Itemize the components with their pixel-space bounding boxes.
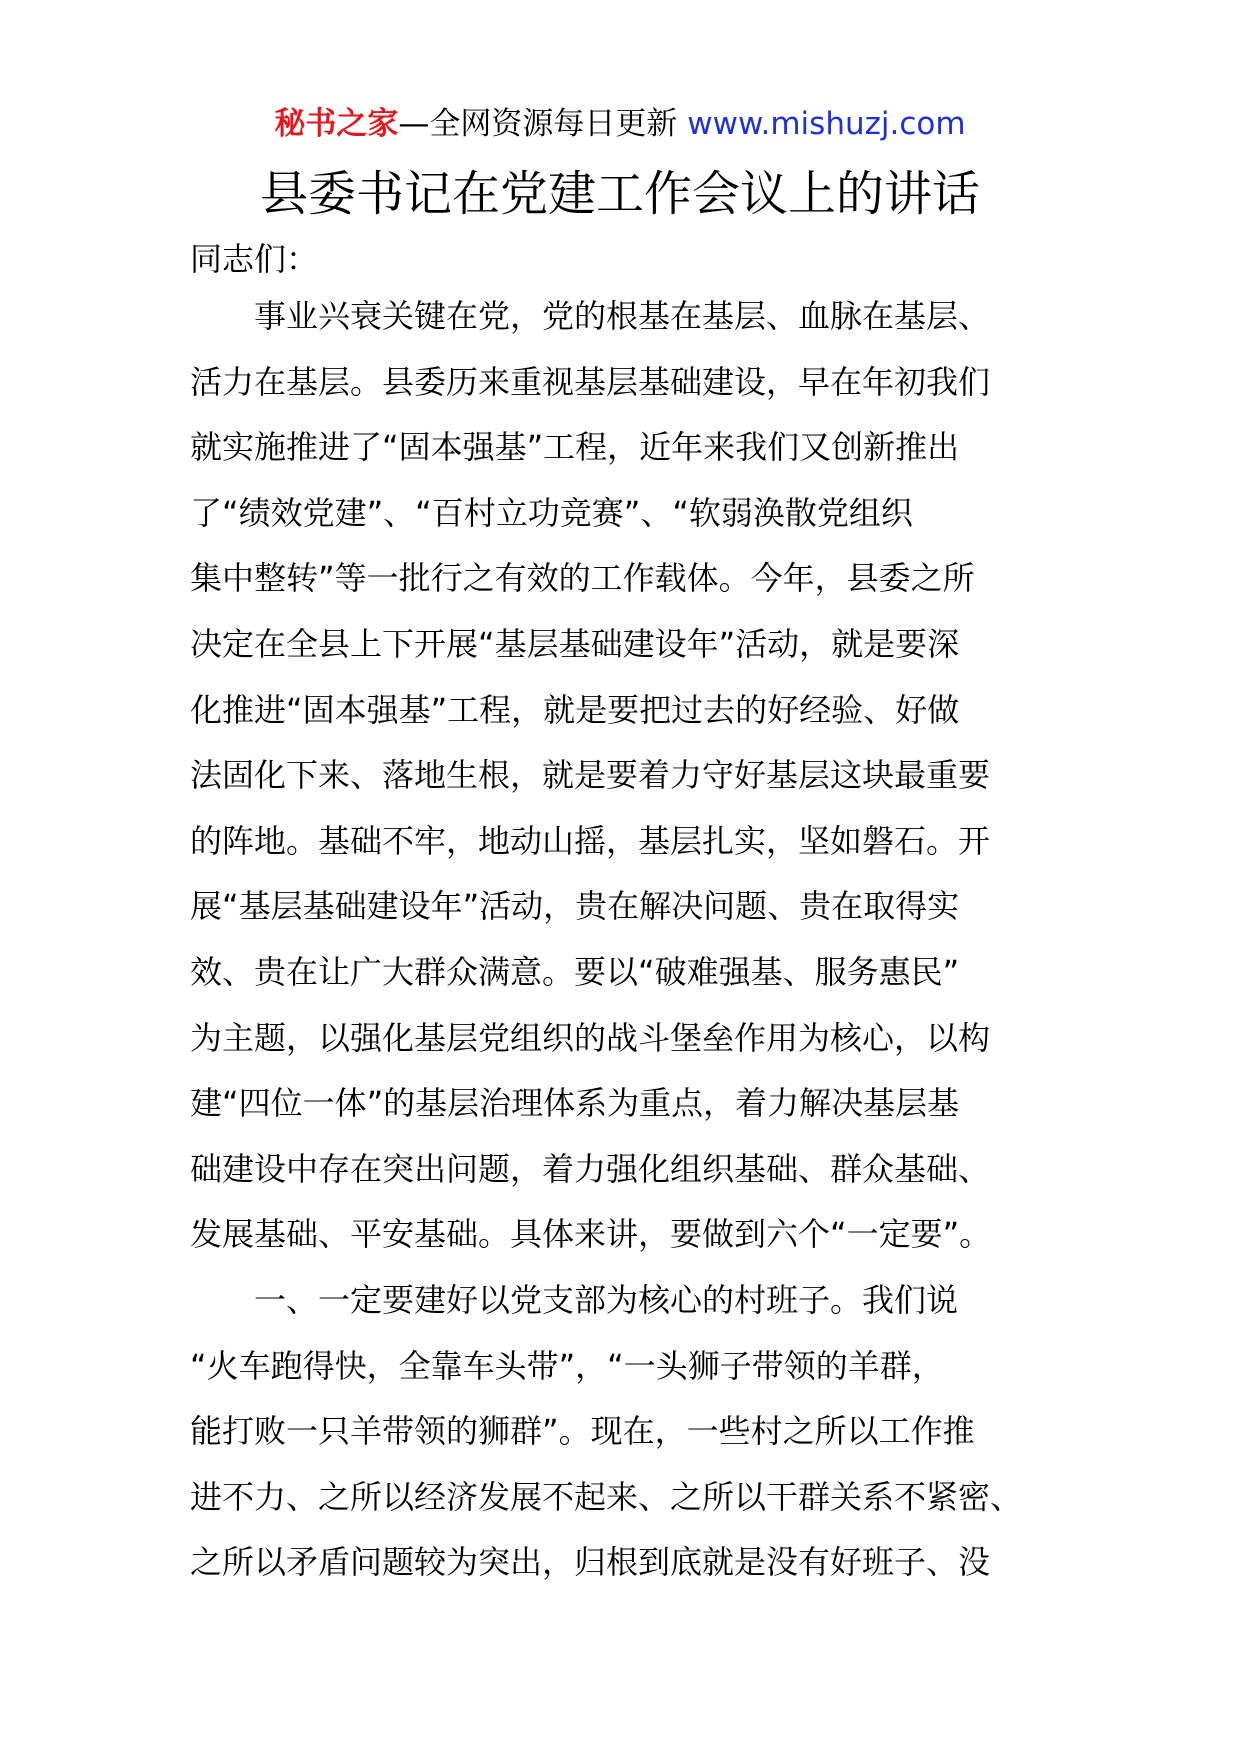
text-line: 事业兴衰关键在党，党的根基在基层、血脉在基层、 [254, 297, 991, 335]
text-line: “火车跑得快，全靠车头带”，“一头狮子带领的羊群， [190, 1346, 944, 1385]
document-title: 县委书记在党建工作会议上的讲话 [259, 166, 980, 222]
text-line: 就实施推进了“固本强基”工程，近年来我们又创新推出 [190, 428, 960, 467]
text-line: 进不力、之所以经济发展不起来、之所以干群关系不紧密、 [190, 1477, 1023, 1516]
text-line: 活力在基层。县委历来重视基层基础建设，早在年初我们 [190, 362, 991, 401]
text-line: 能打败一只羊带领的狮群”。现在，一些村之所以工作推 [190, 1412, 975, 1451]
text-line: 集中整转”等一批行之有效的工作载体。今年，县委之所 [190, 559, 975, 598]
salutation: 同志们： [190, 240, 319, 278]
text-line: 了“绩效党建”、“百村立功竞赛”、“软弱涣散党组织 [190, 493, 913, 532]
text-line: 建“四位一体”的基层治理体系为重点，着力解决基层基 [190, 1084, 960, 1123]
section-heading-line: 一、一定要建好以党支部为核心的村班子。我们说 [254, 1280, 959, 1319]
header-url[interactable]: www.mishuzj.com [687, 106, 966, 142]
text-line: 展“基层基础建设年”活动，贵在解决问题、贵在取得实 [190, 887, 960, 926]
brand-name: 秘书之家 [274, 106, 399, 142]
text-line: 的阵地。基础不牢，地动山摇，基层扎实，坚如磐石。开 [190, 821, 991, 860]
text-line: 化推进“固本强基”工程，就是要把过去的好经验、好做 [190, 690, 960, 729]
text-line: 础建设中存在突出问题，着力强化组织基础、群众基础、 [190, 1149, 991, 1188]
document-body [190, 234, 1050, 1596]
text-line: 法固化下来、落地生根，就是要着力守好基层这块最重要 [190, 756, 991, 795]
text-line: 发展基础、平安基础。具体来讲，要做到六个“一定要”。 [190, 1215, 992, 1254]
text-line: 效、贵在让广大群众满意。要以“破难强基、服务惠民” [190, 952, 960, 991]
header-slogan: —全网资源每日更新 [398, 106, 688, 142]
text-line: 为主题，以强化基层党组织的战斗堡垒作用为核心，以构 [190, 1018, 991, 1057]
site-header [0, 102, 1240, 146]
text-line: 之所以矛盾问题较为突出，归根到底就是没有好班子、没 [190, 1543, 991, 1582]
text-line: 决定在全县上下开展“基层基础建设年”活动，就是要深 [190, 624, 960, 663]
